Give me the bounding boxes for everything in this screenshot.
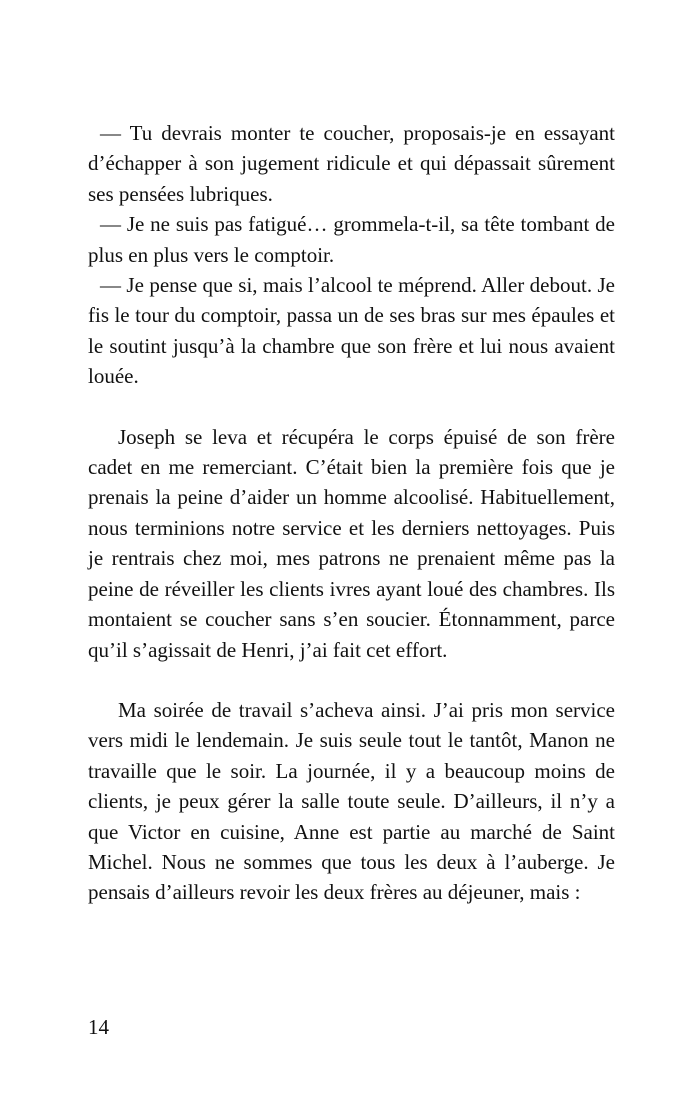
narrative-paragraph: Joseph se leva et récupéra le corps épuisé de son frère cadet en me remerciant. C’était bien la première fois que je prenais la peine d’aider un homme alcoolisé. Habituellement, nous terminions notre service et les derniers nettoyages. Puis je rentrais chez moi, mes patrons ne prenaient même pas la peine de réveiller les clients ivres ayant loué des chambres. Ils montaient se coucher sans s’en soucier. Étonnamment, parce qu’il s’agissait de Henri, j’ai fait cet effort. (88, 424, 615, 662)
dialogue-paragraph: — Je ne suis pas fatigué… grommela-t-il, sa tête tombant de plus en plus vers le comptoir. (88, 212, 615, 267)
body-text (88, 118, 615, 908)
paragraph-gap (88, 665, 615, 695)
dialogue-paragraph: — Je pense que si, mais l’alcool te méprend. Aller debout. Je fis le tour du comptoir, passa un de ses bras sur mes épaules et le soutint jusqu’à la chambre que son frère et lui nous avaient louée. (88, 273, 615, 389)
narrative-paragraph: Ma soirée de travail s’acheva ainsi. J’ai pris mon service vers midi le lendemain. Je suis seule tout le tantôt, Manon ne travaille que le soir. La journée, il y a beaucoup moins de clients, je peux gérer la salle toute seule. D’ailleurs, il n’y a que Victor en cuisine, Anne est partie au marché de Saint Michel. Nous ne sommes que tous les deux à l’auberge. Je pensais d’ailleurs revoir les deux frères au déjeuner, mais : (88, 697, 615, 905)
paragraph-gap (88, 392, 615, 422)
page-number: 14 (88, 1015, 109, 1039)
dialogue-paragraph: — Tu devrais monter te coucher, proposais-je en essayant d’échapper à son jugement ridicule et qui dépassait sûrement ses pensées lubriques. (88, 121, 615, 206)
